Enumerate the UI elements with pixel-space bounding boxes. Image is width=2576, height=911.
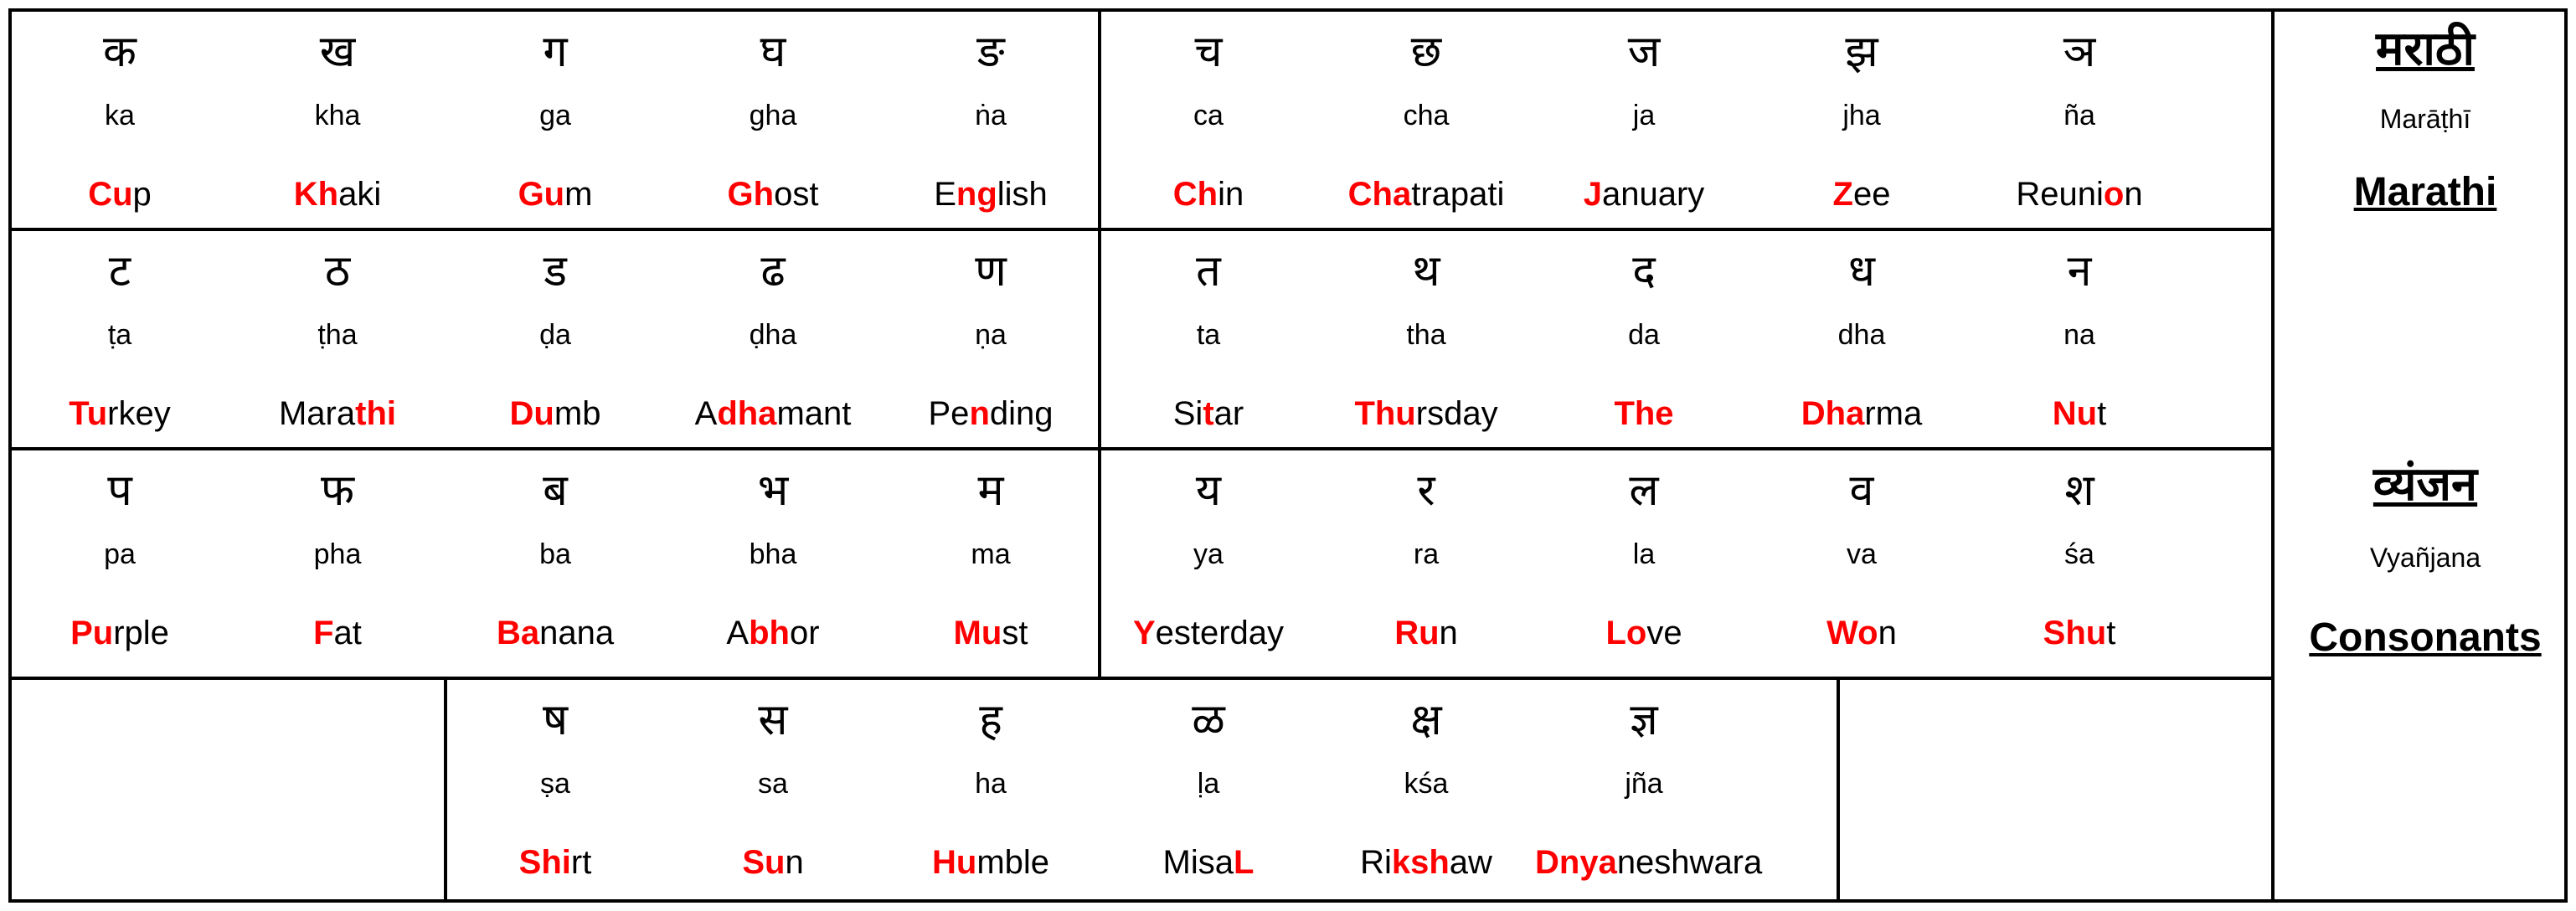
devanagari-letter: ढ [760, 246, 786, 296]
consonant-cell [1971, 228, 2188, 447]
devanagari-letter: ठ [324, 246, 351, 296]
devanagari-letter: ख [319, 27, 356, 77]
example-word: Nut [2052, 395, 2107, 432]
devanagari-letter: ब [543, 466, 568, 516]
highlighted-sound: Wo [1826, 615, 1878, 651]
transliteration: ha [975, 768, 1007, 800]
consonant-cell [446, 228, 664, 447]
transliteration: kha [314, 100, 361, 131]
example-word: Thursday [1354, 395, 1498, 432]
highlighted-sound: Pu [70, 615, 114, 651]
consonant-cell [446, 447, 664, 667]
devanagari-letter: म [977, 466, 1004, 516]
marathi-english: Marathi [2353, 170, 2497, 214]
highlighted-sound: J [1583, 176, 1602, 213]
transliteration: ba [539, 538, 571, 570]
highlighted-sound: Z [1832, 176, 1853, 213]
marathi-translit: Marāṭhī [2379, 104, 2471, 134]
devanagari-letter: ज्ञ [1630, 695, 1658, 745]
consonant-cell [229, 228, 446, 447]
border-bottom [8, 899, 2568, 903]
consonant-cell [1535, 677, 1763, 896]
example-word: Marathi [278, 395, 396, 432]
highlighted-sound: Cu [88, 176, 133, 213]
highlighted-sound: Ch [1172, 176, 1218, 213]
consonant-cell [229, 8, 446, 228]
example-word: Yesterday [1132, 615, 1285, 651]
highlighted-sound: Cha [1347, 176, 1412, 213]
example-word: Rikshaw [1360, 844, 1492, 881]
transliteration: va [1847, 538, 1877, 570]
devanagari-letter: व [1849, 466, 1874, 516]
highlighted-sound: Lo [1605, 615, 1647, 651]
transliteration: ga [539, 100, 571, 131]
example-word: Love [1605, 615, 1682, 651]
example-word: Khaki [293, 176, 382, 213]
devanagari-letter: ड [544, 246, 567, 296]
marathi-heading: मराठी [2376, 22, 2475, 76]
transliteration: bha [749, 538, 797, 570]
consonant-cell [1753, 228, 1971, 447]
example-word: Won [1826, 615, 1897, 651]
example-word: Chatrapati [1347, 176, 1505, 213]
highlighted-sound: Dnya [1535, 844, 1617, 881]
example-word: Cup [88, 176, 152, 213]
transliteration: ṣa [540, 768, 570, 800]
consonant-cell [1535, 8, 1753, 228]
transliteration: ña [2063, 100, 2095, 131]
devanagari-letter: ह [979, 695, 1002, 745]
transliteration: jha [1842, 100, 1881, 131]
highlighted-sound: o [2103, 176, 2125, 213]
transliteration: dha [1837, 319, 1886, 351]
consonant-cell [664, 677, 882, 896]
transliteration: ḍa [539, 319, 571, 351]
highlighted-sound: Shi [518, 844, 571, 881]
highlighted-sound: Hu [931, 844, 977, 881]
transliteration: pa [104, 538, 136, 570]
consonant-cell [229, 447, 446, 667]
consonant-cell [882, 447, 1100, 667]
devanagari-letter: त [1196, 246, 1221, 296]
last-row-right-divider [1837, 677, 1840, 903]
example-word: Sitar [1172, 395, 1244, 432]
example-word [1535, 394, 1753, 434]
highlighted-sound: Y [1132, 615, 1156, 651]
example-word: Shut [2043, 615, 2116, 651]
transliteration: pha [313, 538, 362, 570]
consonant-cell [1971, 447, 2188, 667]
consonant-cell [1971, 8, 2188, 228]
example-word: Reunion [2016, 176, 2143, 213]
example-word: Gum [518, 176, 593, 213]
devanagari-letter: ष [542, 695, 569, 745]
highlighted-sound: Ru [1394, 615, 1440, 651]
highlighted-sound: Su [742, 844, 786, 881]
highlighted-sound: ng [956, 176, 997, 213]
transliteration: ja [1632, 100, 1656, 131]
example-word: January [1583, 176, 1705, 213]
consonant-cell [1535, 228, 1753, 447]
consonant-cell [1100, 447, 1317, 667]
consonant-cell [446, 8, 664, 228]
consonant-cell [664, 447, 882, 667]
devanagari-letter: ङ [976, 27, 1005, 77]
devanagari-letter: च [1194, 27, 1223, 77]
consonant-cell [11, 8, 229, 228]
consonant-cell [664, 228, 882, 447]
transliteration: kśa [1404, 768, 1449, 800]
example-word: Banana [496, 615, 615, 651]
highlighted-sound: The [1614, 395, 1674, 432]
devanagari-letter: ध [1848, 246, 1875, 296]
highlighted-sound: Kh [293, 176, 339, 213]
devanagari-letter: ञ [2063, 27, 2096, 77]
devanagari-letter: छ [1410, 27, 1442, 77]
example-word: MisaL [1162, 844, 1255, 881]
devanagari-letter: ळ [1192, 695, 1225, 745]
highlighted-sound: ksh [1391, 844, 1450, 881]
devanagari-letter: प [107, 466, 132, 516]
devanagari-letter: फ [320, 466, 355, 516]
highlighted-sound: Shu [2043, 615, 2107, 651]
devanagari-letter: स [758, 695, 788, 745]
transliteration: ma [971, 538, 1011, 570]
highlighted-sound: L [1234, 844, 1255, 881]
devanagari-letter: ल [1629, 466, 1659, 516]
example-word: Dnyaneshwara [1535, 844, 1763, 881]
consonant-cell [882, 228, 1100, 447]
highlighted-sound: Tu [69, 395, 108, 432]
highlighted-sound: bh [749, 615, 790, 651]
devanagari-letter: घ [760, 27, 786, 77]
highlighted-sound: dha [717, 395, 777, 432]
example-word: Purple [70, 615, 169, 651]
example-word: English [934, 176, 1048, 213]
devanagari-letter: य [1195, 466, 1222, 516]
transliteration: da [1628, 319, 1660, 351]
example-word: Chin [1172, 176, 1244, 213]
example-word: Zee [1832, 176, 1891, 213]
devanagari-letter: ट [108, 246, 131, 296]
transliteration: ḷa [1197, 768, 1220, 800]
highlighted-sound: Nu [2052, 395, 2098, 432]
transliteration: ta [1196, 319, 1221, 351]
example-word: Shirt [518, 844, 592, 881]
example-word: Must [953, 615, 1028, 651]
transliteration: tha [1406, 319, 1446, 351]
consonant-cell [1317, 8, 1535, 228]
devanagari-letter: श [2064, 466, 2094, 516]
devanagari-letter: भ [757, 466, 789, 516]
devanagari-letter: न [2067, 246, 2092, 296]
devanagari-letter: र [1417, 466, 1435, 516]
devanagari-letter: ग [543, 27, 568, 77]
example-word: Turkey [69, 395, 171, 432]
transliteration: jña [1625, 768, 1663, 800]
devanagari-letter: क्ष [1410, 695, 1442, 745]
transliteration: gha [749, 100, 797, 131]
devanagari-letter: द [1632, 246, 1656, 296]
consonants-english: Consonants [2309, 615, 2542, 660]
devanagari-letter: क [103, 27, 137, 77]
devanagari-letter: थ [1412, 246, 1440, 296]
transliteration: śa [2064, 538, 2094, 570]
highlighted-sound: Du [509, 395, 554, 432]
example-word: Pending [928, 395, 1054, 432]
consonant-cell [446, 677, 664, 896]
consonant-cell [1535, 447, 1753, 667]
consonant-cell [1753, 447, 1971, 667]
transliteration: ṭa [107, 319, 132, 351]
transliteration: ka [105, 100, 135, 131]
transliteration: ṭha [317, 319, 358, 351]
highlighted-sound: Ba [496, 615, 540, 651]
transliteration: ra [1413, 538, 1440, 570]
transliteration: sa [758, 768, 788, 800]
transliteration: cha [1403, 100, 1450, 131]
consonant-cell [1100, 8, 1317, 228]
highlighted-sound: t [1203, 395, 1214, 432]
example-word: Humble [931, 844, 1050, 881]
example-word: Run [1394, 615, 1458, 651]
transliteration: na [2063, 319, 2095, 351]
transliteration: la [1632, 538, 1656, 570]
example-word: Fat [313, 615, 362, 651]
consonant-cell [1753, 8, 1971, 228]
consonants-heading: व्यंजन [2372, 457, 2478, 512]
consonant-cell [1317, 228, 1535, 447]
consonant-cell [11, 228, 229, 447]
example-word: Adhamant [694, 395, 852, 432]
highlighted-sound: n [969, 395, 990, 432]
highlighted-sound: Gu [518, 176, 565, 213]
example-word: Dharma [1801, 395, 1923, 432]
consonant-cell [1317, 447, 1535, 667]
consonants-translit: Vyañjana [2369, 543, 2481, 573]
highlighted-sound: Gh [727, 176, 775, 213]
devanagari-letter: झ [1845, 27, 1878, 77]
example-word: Abhor [726, 615, 820, 651]
highlighted-sound: Thu [1354, 395, 1416, 432]
consonant-cell [882, 8, 1100, 228]
highlighted-sound: Dha [1801, 395, 1865, 432]
transliteration: ḍha [749, 319, 797, 351]
consonant-cell [1100, 677, 1317, 896]
transliteration: ca [1193, 100, 1224, 131]
example-word: Ghost [727, 176, 819, 213]
highlighted-sound: F [313, 615, 334, 651]
transliteration: ṇa [975, 319, 1007, 351]
devanagari-letter: ण [975, 246, 1007, 296]
transliteration: ṅa [975, 100, 1007, 131]
example-word: Dumb [509, 395, 601, 432]
highlighted-sound: Mu [953, 615, 1002, 651]
transliteration: ya [1193, 538, 1224, 570]
consonant-cell [1100, 228, 1317, 447]
consonant-cell [664, 8, 882, 228]
highlighted-sound: thi [355, 395, 396, 432]
devanagari-letter: ज [1627, 27, 1661, 77]
consonant-cell [11, 447, 229, 667]
consonant-cell [1317, 677, 1535, 896]
consonant-cell [882, 677, 1100, 896]
example-word: Sun [742, 844, 804, 881]
